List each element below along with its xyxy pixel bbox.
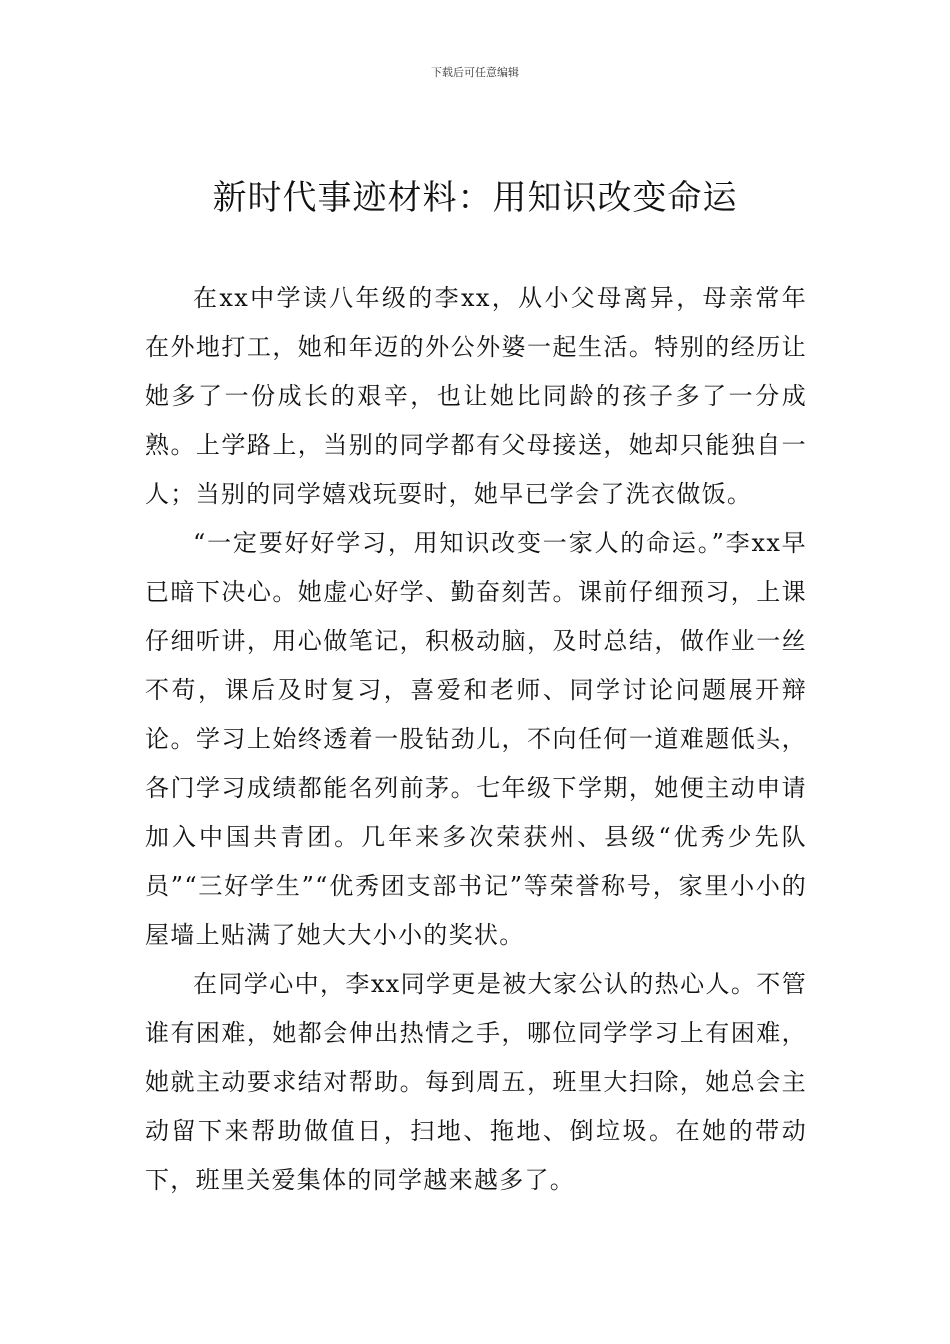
document-body: [145, 274, 807, 1205]
paragraph-1: 在xx中学读八年级的李xx，从小父母离异，母亲常年在外地打工，她和年迈的外公外婆一起生活。特别的经历让她多了一份成长的艰辛，也让她比同龄的孩子多了一分成熟。上学路上，当别的同学都有父母接送，她却只能独自一人；当别的同学嬉戏玩耍时，她早已学会了洗衣做饭。: [145, 284, 807, 508]
header-note: 下载后可任意编辑: [431, 66, 519, 79]
paragraph-2: “一定要好好学习，用知识改变一家人的命运。”李xx早已暗下决心。她虚心好学、勤奋刻苦。课前仔细预习，上课仔细听讲，用心做笔记，积极动脑，及时总结，做作业一丝不苟，课后及时复习，喜爱和老师、同学讨论问题展开辩论。学习上始终透着一股钻劲儿，不向任何一道难题低头，各门学习成绩都能名列前茅。七年级下学期，她便主动申请加入中国共青团。几年来多次荣获州、县级“优秀少先队员”“三好学生”“优秀团支部书记”等荣誉称号，家里小小的屋墙上贴满了她大大小小的奖状。: [145, 529, 807, 949]
document-title: 新时代事迹材料：用知识改变命运: [212, 178, 738, 218]
paragraph-3: 在同学心中，李xx同学更是被大家公认的热心人。不管谁有困难，她都会伸出热情之手，哪位同学学习上有困难，她就主动要求结对帮助。每到周五，班里大扫除，她总会主动留下来帮助做值日，扫地、拖地、倒垃圾。在她的带动下，班里关爱集体的同学越来越多了。: [145, 970, 807, 1194]
